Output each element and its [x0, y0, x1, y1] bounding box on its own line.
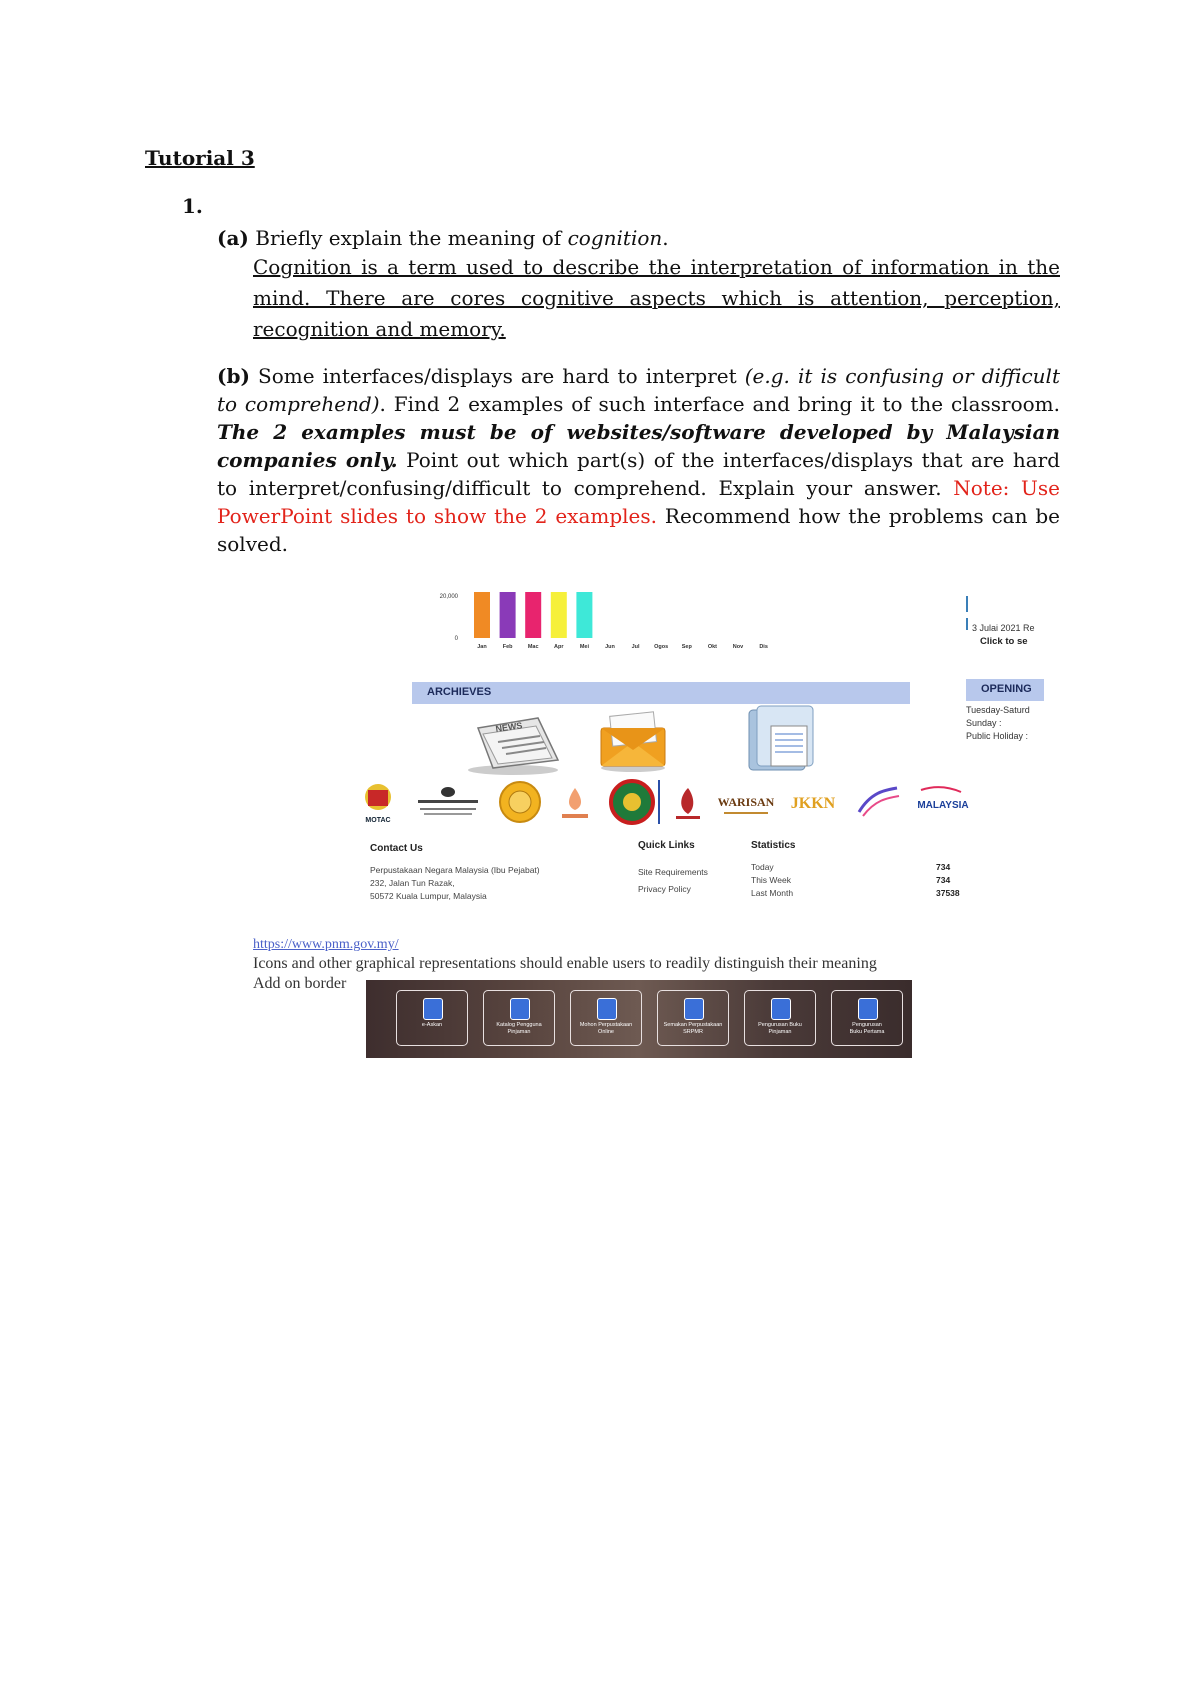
opening-label: OPENING	[981, 683, 1032, 695]
dancer-logo[interactable]	[668, 784, 708, 822]
stat-value: 734	[936, 875, 951, 885]
x-tick-label: Ogos	[654, 644, 669, 650]
x-tick-label: Mac	[527, 644, 539, 650]
document-icon	[597, 998, 617, 1020]
stat-label: Last Month	[751, 888, 794, 898]
site-requirements-link[interactable]: Site Requirements	[638, 867, 708, 877]
x-tick-label: Nov	[732, 644, 744, 650]
partner-logos	[358, 778, 1044, 828]
document-icon	[423, 998, 443, 1020]
newspaper-icon[interactable]	[458, 710, 568, 776]
services-banner	[366, 980, 912, 1058]
part-b-label: (b)	[217, 364, 250, 388]
y-tick-label: 20,000	[439, 594, 458, 600]
part-b-note: Note: Use PowerPoint slides to show the 2 examples.	[217, 476, 1060, 528]
annotation-note: Icons and other graphical representations should enable users to readily distinguish their meaning	[253, 955, 877, 972]
contact-title: Contact Us	[370, 843, 423, 854]
bar-apr	[551, 592, 567, 638]
tile-label	[486, 1022, 552, 1036]
part-b-text-2: . Find 2 examples of such interface and bring it to the classroom.	[379, 392, 1060, 416]
privacy-policy-link[interactable]: Privacy Policy	[638, 884, 691, 894]
tile-label	[834, 1022, 900, 1036]
logo-text: MOTAC	[365, 817, 391, 824]
divider	[966, 596, 968, 612]
contact-line: 232, Jalan Tun Razak,	[370, 878, 455, 888]
part-b-requirement: The 2 examples must be of websites/software developed by Malaysian companies only.	[217, 420, 1060, 472]
tourism-malaysia-logo[interactable]	[913, 782, 973, 822]
tile-label-line: Mohon Perpustakaan	[579, 1022, 633, 1028]
opening-line: Public Holiday :	[966, 731, 1029, 741]
x-tick-label: Dis	[759, 644, 768, 650]
x-tick-label: Feb	[502, 644, 513, 650]
service-tile[interactable]	[570, 990, 642, 1046]
warisan-logo[interactable]	[718, 784, 774, 820]
agency-logo[interactable]	[408, 784, 486, 820]
visitor-bar-chart	[358, 588, 778, 650]
part-b-question	[217, 362, 1060, 558]
part-b-example: (e.g. it is confusing or difficult to comprehend)	[217, 364, 1060, 416]
opening-panel	[966, 588, 1044, 741]
tile-label-line: Semakan Perpustakaan	[663, 1022, 723, 1028]
tile-label-line: Pinjaman	[507, 1029, 531, 1035]
tile-label	[660, 1022, 726, 1036]
website-screenshot	[358, 588, 1044, 926]
x-tick-label: Jun	[605, 644, 615, 650]
tile-label	[399, 1022, 465, 1029]
tile-label-line: Buku Pertama	[849, 1029, 885, 1035]
tile-label-line: Online	[598, 1029, 614, 1035]
seal-logo[interactable]	[498, 780, 542, 824]
part-a-period: .	[662, 226, 669, 250]
crest-logo[interactable]	[608, 778, 662, 826]
logo-text: MALAYSIA	[917, 800, 969, 811]
part-a-question	[217, 224, 1060, 252]
logo-text: JKKN	[790, 795, 836, 812]
archives-header	[412, 682, 910, 704]
quick-links-title: Quick Links	[638, 840, 695, 851]
tile-label-line: Katalog Pengguna	[496, 1022, 542, 1028]
stat-label: Today	[751, 862, 774, 872]
bar-feb	[500, 592, 516, 638]
document-icon	[771, 998, 791, 1020]
bar-jan	[474, 592, 490, 638]
click-link[interactable]: Click to se	[980, 636, 1028, 647]
x-tick-label: Mei	[579, 644, 589, 650]
service-tile[interactable]	[396, 990, 468, 1046]
contact-line: 50572 Kuala Lumpur, Malaysia	[370, 891, 487, 901]
part-a-label: (a)	[217, 226, 249, 250]
tile-label	[747, 1022, 813, 1036]
page-title: Tutorial 3	[145, 146, 255, 170]
annotation-note-2: Add on border	[253, 975, 347, 992]
service-tile[interactable]	[657, 990, 729, 1046]
tile-label-line: Pengurusan	[852, 1022, 882, 1028]
news-label: NEWS	[494, 720, 524, 734]
folder-icon[interactable]	[743, 704, 823, 774]
tile-label-line: e-Askan	[421, 1022, 443, 1028]
bar-mei	[576, 592, 592, 638]
envelope-icon[interactable]	[593, 706, 673, 774]
stat-value: 37538	[936, 888, 960, 898]
document-icon	[858, 998, 878, 1020]
stat-label: This Week	[751, 875, 791, 885]
opening-line: Sunday :	[966, 718, 1002, 728]
tile-label-line: Pinjaman	[768, 1029, 792, 1035]
question-number: 1.	[182, 194, 203, 218]
part-a-text: Briefly explain the meaning of	[255, 226, 568, 250]
logo-text: WARISAN	[718, 795, 774, 809]
document-icon	[684, 998, 704, 1020]
date-text: 3 Julai 2021 Re	[972, 623, 1035, 633]
service-tile[interactable]	[744, 990, 816, 1046]
x-tick-label: Jul	[631, 644, 640, 650]
lotus-logo[interactable]	[558, 784, 592, 822]
tile-label	[573, 1022, 639, 1036]
service-tile[interactable]	[831, 990, 903, 1046]
service-tile[interactable]	[483, 990, 555, 1046]
statistics-title: Statistics	[751, 840, 796, 851]
part-b-text-1: Some interfaces/displays are hard to interpret	[258, 364, 745, 388]
tile-label-line: SRPMR	[683, 1029, 703, 1035]
part-b-text-3: Point out which part(s) of the interfaces/displays that are hard to interpret/confusing/difficult to comprehend. Explain your answer.	[217, 448, 1060, 500]
x-tick-label: Jan	[477, 644, 487, 650]
x-tick-label: Okt	[707, 644, 717, 650]
divider	[966, 618, 968, 630]
x-tick-label: Sep	[681, 644, 692, 650]
archives-label: ARCHIEVES	[427, 686, 492, 698]
motac-logo[interactable]	[358, 780, 398, 826]
tile-label-line: Pengurusan Buku	[758, 1022, 802, 1028]
jkkn-logo[interactable]	[788, 784, 838, 820]
part-b-text-4: Recommend how the problems can be solved.	[217, 504, 1060, 556]
opening-line: Tuesday-Saturd	[966, 705, 1030, 715]
ribbon-logo[interactable]	[853, 782, 903, 822]
part-a-term: cognition	[567, 226, 663, 250]
bar-mac	[525, 592, 541, 638]
document-icon	[510, 998, 530, 1020]
part-a-answer: Cognition is a term used to describe the interpretation of information in the mind. There are cores cognitive aspects which is attention, perception, recognition and memory.	[253, 255, 1060, 341]
opening-header	[966, 679, 1044, 701]
contact-line: Perpustakaan Negara Malaysia (Ibu Pejabat)	[370, 865, 540, 875]
y-tick-label: 0	[454, 636, 458, 642]
website-link[interactable]: https://www.pnm.gov.my/	[253, 937, 399, 952]
x-tick-label: Apr	[554, 644, 564, 650]
stat-value: 734	[936, 862, 951, 872]
